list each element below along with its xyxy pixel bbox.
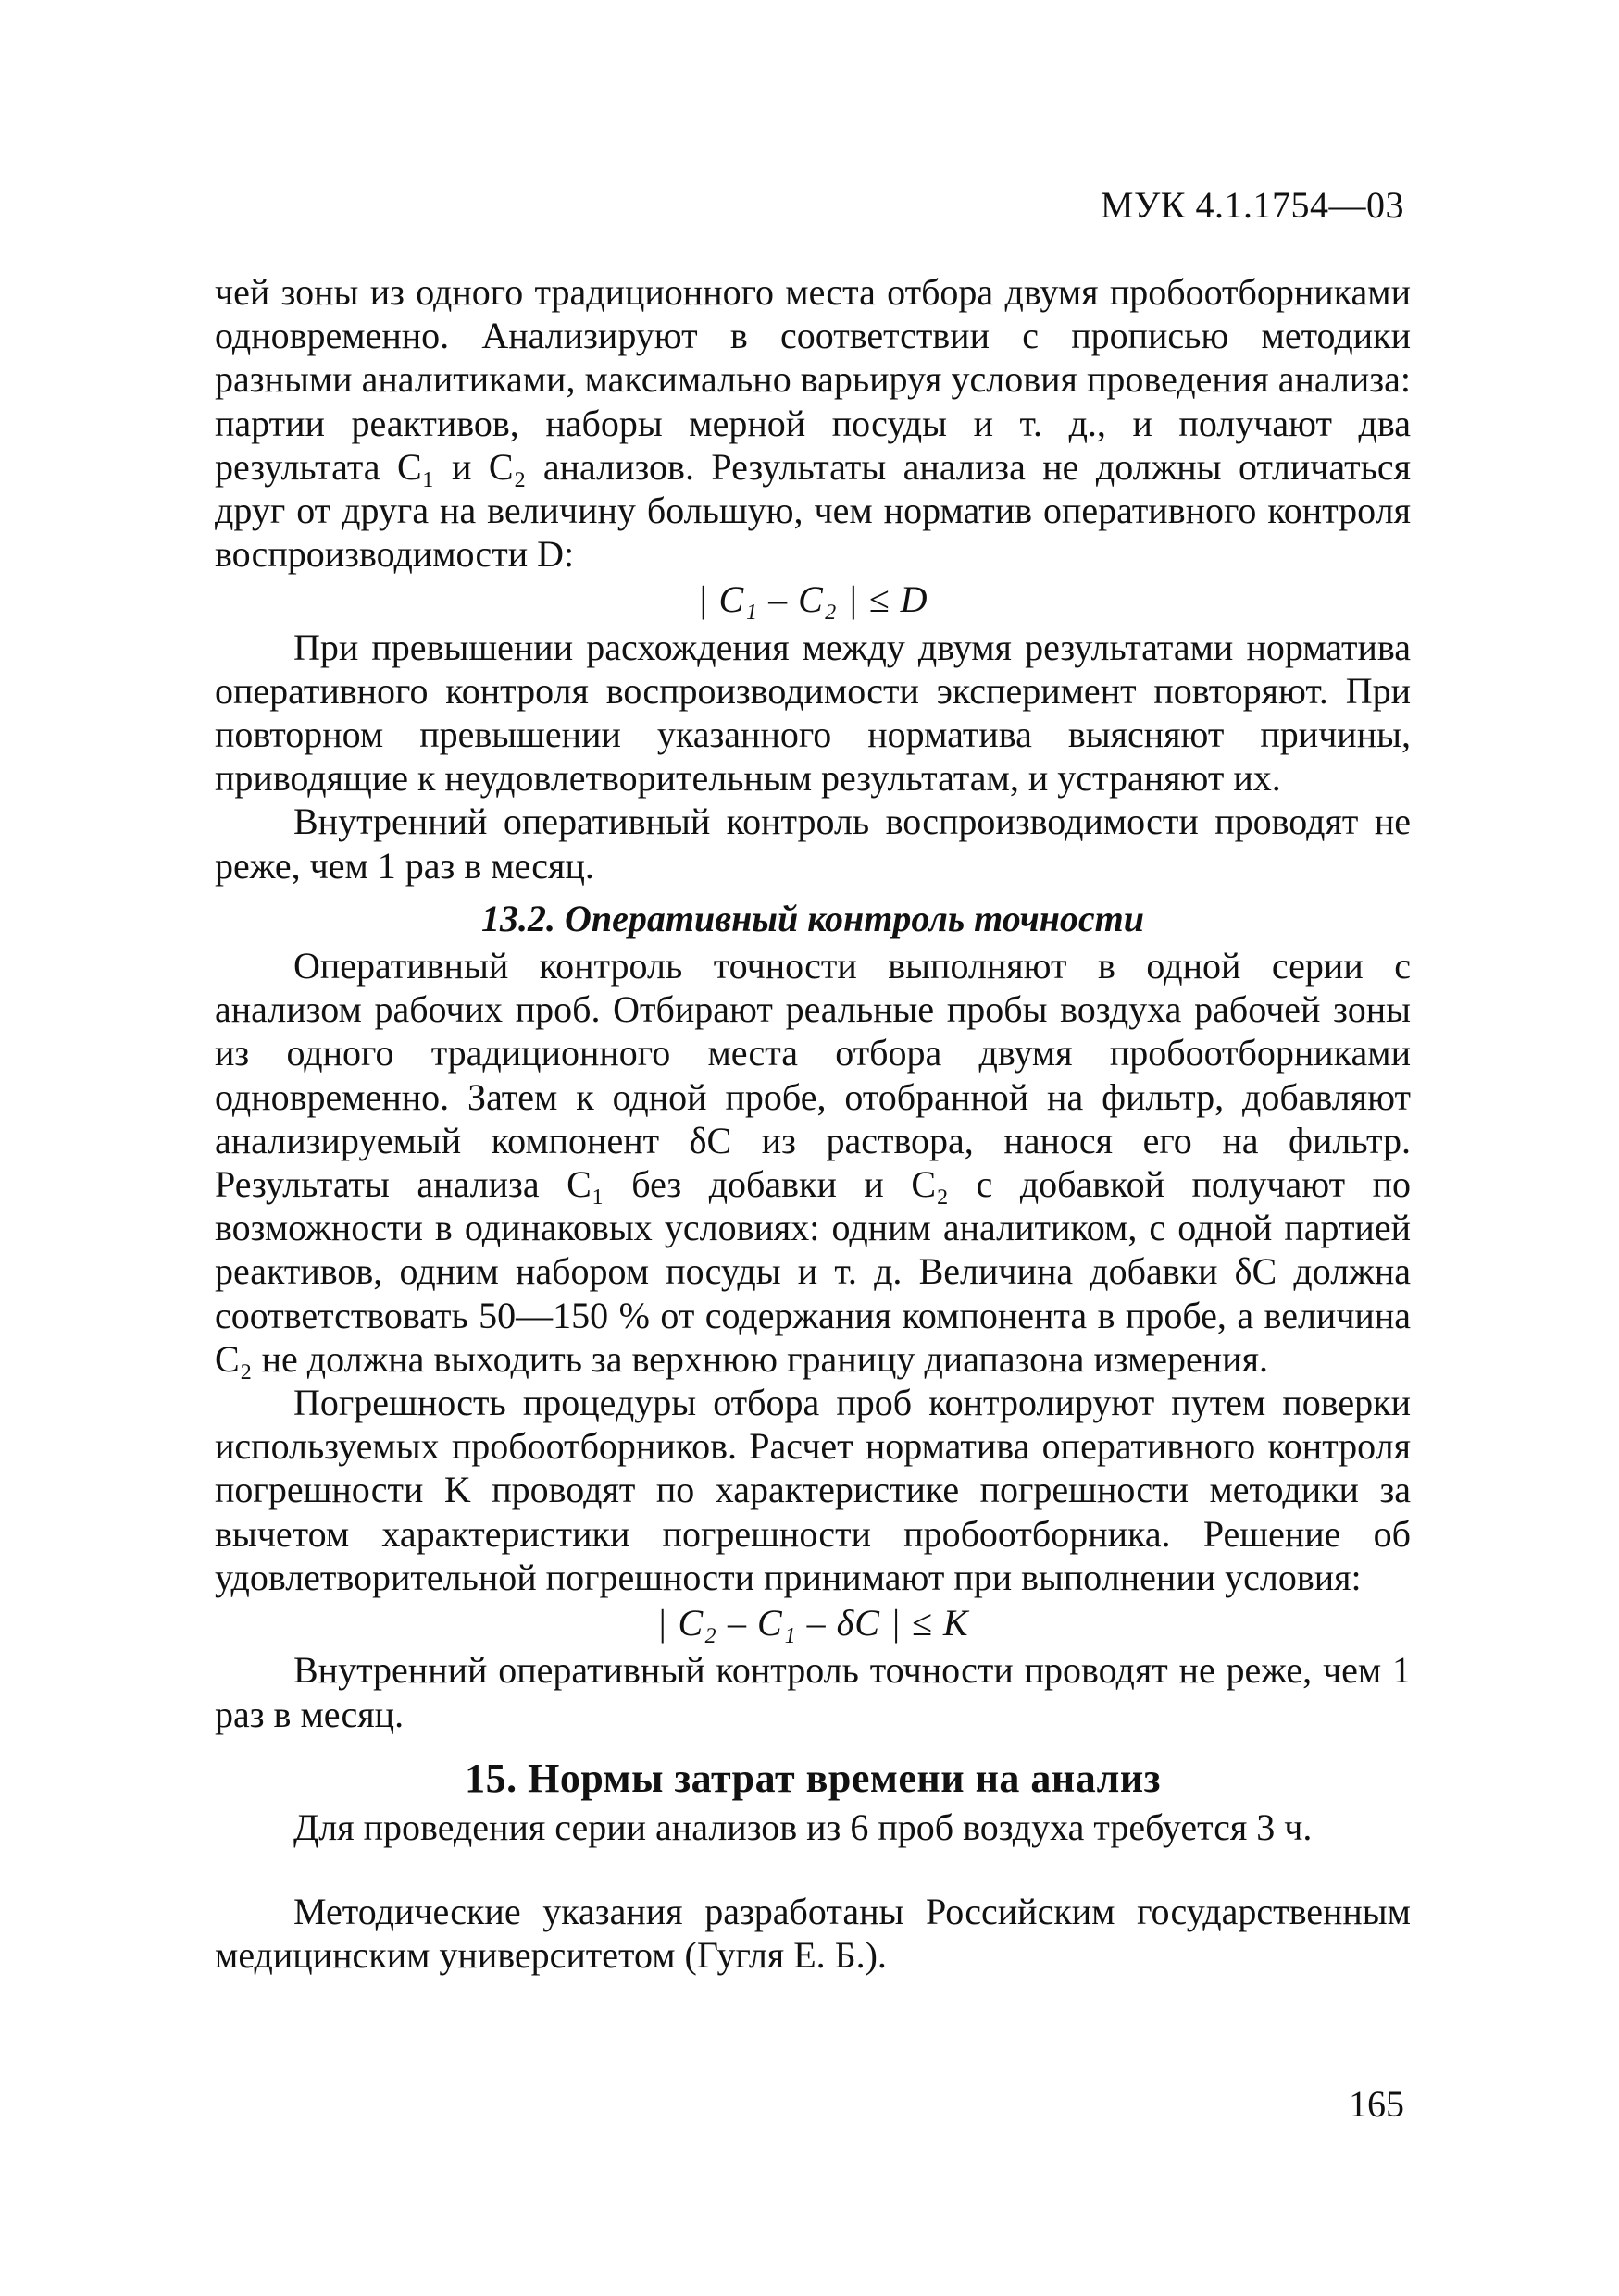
paragraph-time-norms: Для проведения серии анализов из 6 проб воздуха требуется 3 ч.: [293, 1806, 1313, 1848]
subsection-title: 13.2. Оперативный контроль точности: [480, 897, 1145, 939]
paragraph-discrepancy: При превышении расхождения между двумя результатами норматива оперативного контроля воспроизводимости эксперимент повторяют. При повторном превышении указанного норматива выясняют причины, приводящие к неудовлетворительным результатам, и устраняют их.: [215, 626, 1411, 800]
paragraph-reproducibility-frequency: Внутренний оперативный контроль воспроизводимости проводят не реже, чем 1 раз в месяц.: [215, 800, 1411, 887]
accuracy-formula: | C₂ – C₁ – δC | ≤ K: [656, 1602, 969, 1644]
paragraph-accuracy-control: Оперативный контроль точности выполняют в одной серии с анализом рабочих проб. Отбирают реальные пробы воздуха рабочей зоны из одного традиционного места отбора двумя пробоотборниками одновременно. Затем к одной пробе, отобранной на фильтр, добавляют анализируемый компонент δC из раствора, нанося его на фильтр. Результаты анализа C₁ без добавки и C₂ с добавкой получают по возможности в одинаковых условиях: одним аналитиком, с одной партией реактивов, одним набором посуды и т. д. Величина добавки δC должна соответствовать 50—150 % от содержания компонента в пробе, а величина C₂ не должна выходить за верхнюю границу диапазона измерения.: [215, 945, 1411, 1380]
document-code-header: МУК 4.1.1754—03: [1100, 184, 1404, 226]
reproducibility-formula: | C₁ – C₂ | ≤ D: [697, 578, 928, 621]
paragraph-accuracy-frequency: Внутренний оперативный контроль точности проводят не реже, чем 1 раз в месяц.: [215, 1649, 1411, 1735]
spacer: [215, 1849, 1411, 1890]
paragraph-sampling-error: Погрешность процедуры отбора проб контролируют путем поверки используемых пробоотборников. Расчет норматива оперативного контроля погрешности K проводят по характеристике погрешности методики за вычетом характеристики погрешности пробоотборника. Решение об удовлетворительной погрешности принимают при выполнении условия:: [215, 1382, 1411, 1598]
section-title: 15. Нормы затрат времени на анализ: [465, 1755, 1161, 1801]
paragraph-continuation: чей зоны из одного традиционного места отбора двумя пробоотборниками одновременно. Анализируют в соответствии с прописью методики разными аналитиками, максимально варьируя условия проведения анализа: партии реактивов, наборы мерной посуды и т. д., и получают два результата C₁ и C₂ анализов. Результаты анализа не должны отличаться друг от друга на величину большую, чем норматив оперативного контроля воспроизводимости D:: [215, 271, 1411, 576]
page-number: 165: [1349, 2083, 1404, 2125]
document-body: [215, 270, 1411, 1978]
paragraph-authors: Методические указания разработаны Российским государственным медицинским университетом (Гугля Е. Б.).: [215, 1891, 1411, 1977]
